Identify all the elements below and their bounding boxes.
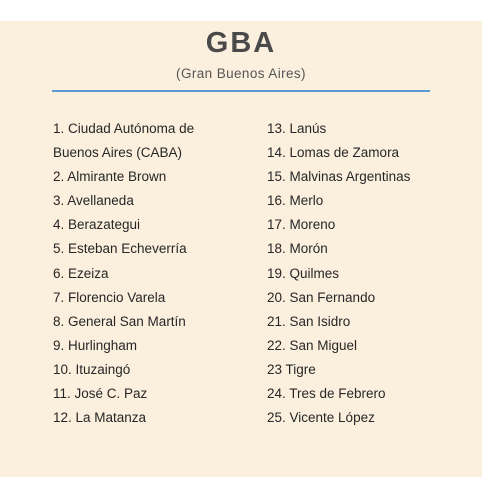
list-item: 2. Almirante Brown [53, 169, 167, 185]
list-item: 5. Esteban Echeverría [53, 241, 187, 257]
page-title: GBA [205, 27, 277, 59]
list-item: 6. Ezeiza [53, 265, 109, 281]
list-item: 20. San Fernando [267, 289, 376, 305]
list-item: 1. Ciudad Autónoma de Buenos Aires (CABA) [53, 121, 195, 161]
list-item: 13. Lanús [267, 121, 327, 136]
divider [52, 90, 430, 92]
list-item: 12. La Matanza [53, 410, 147, 426]
list-item: 25. Vicente López [267, 410, 375, 426]
partidos-list-right [267, 117, 410, 430]
list-item: 3. Avellaneda [53, 193, 134, 209]
list-item: 16. Merlo [267, 193, 324, 209]
list-item: 14. Lomas de Zamora [267, 145, 400, 161]
list-item: 18. Morón [267, 241, 328, 257]
list-item: 19. Quilmes [267, 265, 340, 281]
list-item: 4. Berazategui [53, 217, 141, 233]
list-item: 22. San Miguel [267, 337, 358, 353]
list-item: 8. General San Martín [53, 313, 186, 329]
page-subtitle: (Gran Buenos Aires) [176, 66, 306, 81]
gba-card [0, 21, 482, 477]
list-item: 24. Tres de Febrero [267, 386, 386, 402]
list-item: 23 Tigre [267, 361, 316, 377]
list-item: 7. Florencio Varela [53, 289, 166, 305]
list-item: 11. José C. Paz [53, 386, 148, 402]
list-item: 15. Malvinas Argentinas [267, 169, 411, 185]
list-item: 21. San Isidro [267, 313, 351, 329]
partidos-list-left [53, 117, 228, 430]
list-item: 10. Ituzaingó [53, 361, 131, 377]
list-item: 9. Hurlingham [53, 337, 138, 353]
list-item: 17. Moreno [267, 217, 336, 233]
